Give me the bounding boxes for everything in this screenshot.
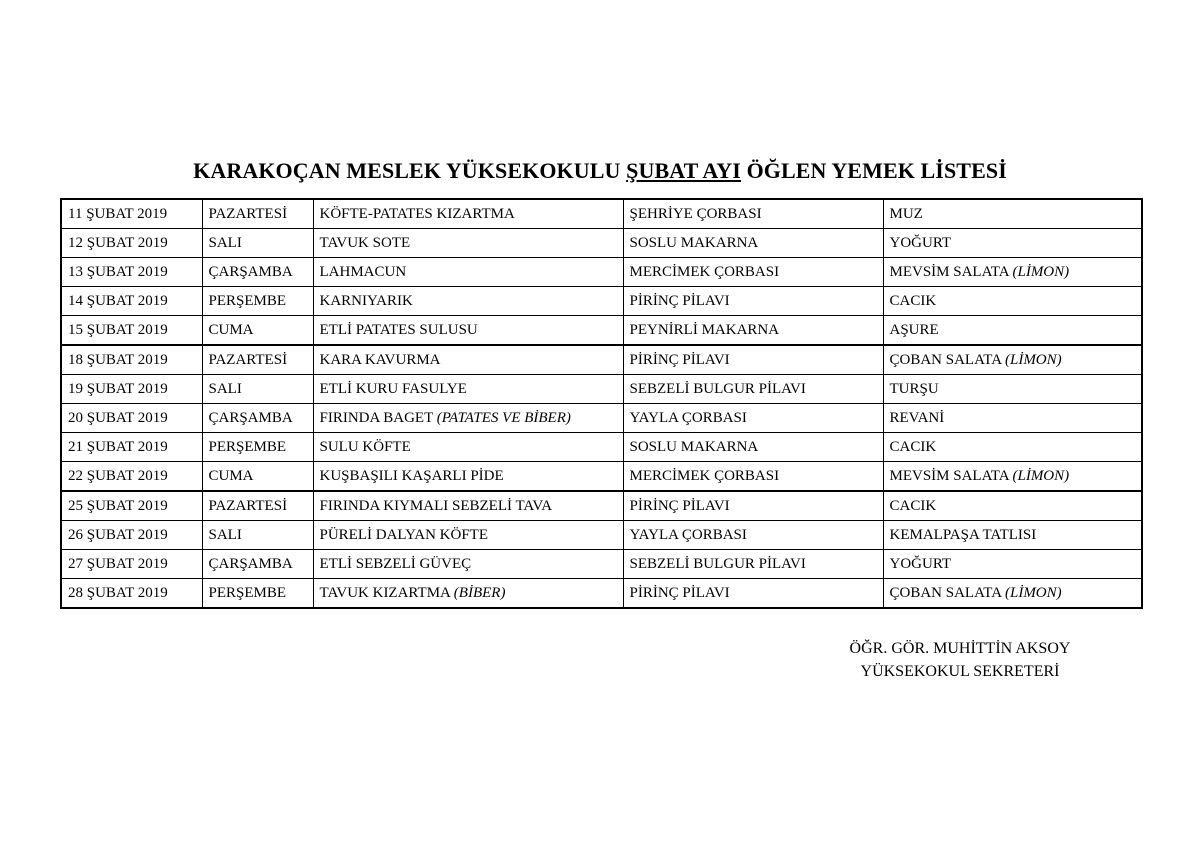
main-dish-cell xyxy=(313,462,623,492)
date-cell xyxy=(61,491,202,521)
side-dish-cell xyxy=(623,550,883,579)
day-cell xyxy=(202,199,313,229)
main-dish-cell xyxy=(313,199,623,229)
day-cell xyxy=(202,229,313,258)
main-dish-cell-text: FIRINDA BAGET xyxy=(319,410,433,426)
day-cell xyxy=(202,287,313,316)
day-cell-text: PERŞEMBE xyxy=(208,585,287,601)
title-school: KARAKOÇAN MESLEK YÜKSEKOKULU xyxy=(193,158,621,183)
table-row xyxy=(61,462,1142,492)
table-row xyxy=(61,433,1142,462)
table-row xyxy=(61,375,1142,404)
main-dish-cell xyxy=(313,579,623,609)
extra-cell xyxy=(883,316,1142,346)
main-dish-cell-text: KUŞBAŞILI KAŞARLI PİDE xyxy=(319,468,504,484)
side-dish-cell-text: PİRİNÇ PİLAVI xyxy=(629,352,730,368)
date-cell-text: 15 ŞUBAT 2019 xyxy=(68,322,168,338)
extra-cell-text: CACIK xyxy=(889,498,937,514)
menu-table xyxy=(60,198,1143,609)
day-cell-text: PAZARTESİ xyxy=(208,498,288,514)
extra-cell-note: (LİMON) xyxy=(1004,585,1062,601)
extra-cell xyxy=(883,287,1142,316)
day-cell xyxy=(202,375,313,404)
day-cell-text: PAZARTESİ xyxy=(208,206,288,222)
side-dish-cell-text: SOSLU MAKARNA xyxy=(629,439,759,455)
side-dish-cell-text: MERCİMEK ÇORBASI xyxy=(629,264,780,280)
day-cell-text: SALI xyxy=(208,235,242,251)
date-cell xyxy=(61,258,202,287)
date-cell-text: 22 ŞUBAT 2019 xyxy=(68,468,168,484)
table-row xyxy=(61,579,1142,609)
main-dish-cell xyxy=(313,229,623,258)
date-cell xyxy=(61,579,202,609)
day-cell-text: SALI xyxy=(208,381,242,397)
main-dish-cell xyxy=(313,433,623,462)
extra-cell xyxy=(883,433,1142,462)
day-cell-text: PERŞEMBE xyxy=(208,439,287,455)
extra-cell-text: AŞURE xyxy=(889,322,939,338)
side-dish-cell-text: PİRİNÇ PİLAVI xyxy=(629,498,730,514)
date-cell xyxy=(61,199,202,229)
main-dish-cell-note: (BİBER) xyxy=(453,585,506,601)
main-dish-cell-text: KARNIYARIK xyxy=(319,293,413,309)
extra-cell xyxy=(883,550,1142,579)
main-dish-cell xyxy=(313,521,623,550)
side-dish-cell xyxy=(623,491,883,521)
extra-cell xyxy=(883,579,1142,609)
extra-cell xyxy=(883,462,1142,492)
table-row xyxy=(61,199,1142,229)
side-dish-cell-text: ŞEHRİYE ÇORBASI xyxy=(629,206,762,222)
extra-cell-text: CACIK xyxy=(889,439,937,455)
extra-cell xyxy=(883,345,1142,375)
day-cell-text: CUMA xyxy=(208,322,254,338)
main-dish-cell-text: LAHMACUN xyxy=(319,264,407,280)
date-cell-text: 25 ŞUBAT 2019 xyxy=(68,498,168,514)
day-cell-text: ÇARŞAMBA xyxy=(208,556,293,572)
extra-cell xyxy=(883,258,1142,287)
title-month: ŞUBAT AYI xyxy=(626,158,741,183)
main-dish-cell xyxy=(313,258,623,287)
side-dish-cell-text: SOSLU MAKARNA xyxy=(629,235,759,251)
side-dish-cell-text: MERCİMEK ÇORBASI xyxy=(629,468,780,484)
side-dish-cell xyxy=(623,521,883,550)
extra-cell xyxy=(883,229,1142,258)
side-dish-cell xyxy=(623,404,883,433)
extra-cell-text: ÇOBAN SALATA xyxy=(889,352,1002,368)
main-dish-cell xyxy=(313,345,623,375)
date-cell-text: 26 ŞUBAT 2019 xyxy=(68,527,168,543)
date-cell-text: 27 ŞUBAT 2019 xyxy=(68,556,168,572)
side-dish-cell xyxy=(623,316,883,346)
date-cell xyxy=(61,287,202,316)
day-cell xyxy=(202,491,313,521)
table-row xyxy=(61,491,1142,521)
day-cell xyxy=(202,345,313,375)
signature-name: ÖĞR. GÖR. MUHİTTİN AKSOY xyxy=(849,640,1071,657)
main-dish-cell xyxy=(313,550,623,579)
side-dish-cell-text: SEBZELİ BULGUR PİLAVI xyxy=(629,556,806,572)
table-row xyxy=(61,287,1142,316)
extra-cell-text: YOĞURT xyxy=(889,556,952,572)
side-dish-cell-text: YAYLA ÇORBASI xyxy=(629,410,747,426)
title-list: ÖĞLEN YEMEK LİSTESİ xyxy=(746,158,1007,183)
extra-cell xyxy=(883,199,1142,229)
date-cell xyxy=(61,550,202,579)
main-dish-cell xyxy=(313,316,623,346)
main-dish-cell-text: FIRINDA KIYMALI SEBZELİ TAVA xyxy=(319,498,553,514)
side-dish-cell xyxy=(623,433,883,462)
day-cell xyxy=(202,579,313,609)
side-dish-cell xyxy=(623,258,883,287)
extra-cell-text: TURŞU xyxy=(889,381,939,397)
signature-role: YÜKSEKOKUL SEKRETERİ xyxy=(860,663,1060,680)
day-cell-text: PAZARTESİ xyxy=(208,352,288,368)
main-dish-cell-text: KARA KAVURMA xyxy=(319,352,441,368)
main-dish-cell-note: (PATATES VE BİBER) xyxy=(436,410,571,426)
extra-cell-text: YOĞURT xyxy=(889,235,952,251)
date-cell-text: 11 ŞUBAT 2019 xyxy=(68,206,168,222)
table-row xyxy=(61,521,1142,550)
main-dish-cell-text: PÜRELİ DALYAN KÖFTE xyxy=(319,527,488,543)
extra-cell xyxy=(883,404,1142,433)
side-dish-cell xyxy=(623,579,883,609)
extra-cell-text: MUZ xyxy=(889,206,923,222)
date-cell xyxy=(61,375,202,404)
extra-cell-text: REVANİ xyxy=(889,410,945,426)
side-dish-cell xyxy=(623,229,883,258)
main-dish-cell xyxy=(313,287,623,316)
extra-cell-text: MEVSİM SALATA xyxy=(889,468,1009,484)
main-dish-cell-text: ETLİ KURU FASULYE xyxy=(319,381,467,397)
date-cell xyxy=(61,462,202,492)
main-dish-cell xyxy=(313,491,623,521)
main-dish-cell-text: KÖFTE-PATATES KIZARTMA xyxy=(319,206,515,222)
day-cell-text: PERŞEMBE xyxy=(208,293,287,309)
day-cell xyxy=(202,521,313,550)
extra-cell-note: (LİMON) xyxy=(1004,352,1062,368)
main-dish-cell-text: TAVUK SOTE xyxy=(319,235,411,251)
date-cell xyxy=(61,316,202,346)
table-row xyxy=(61,345,1142,375)
extra-cell-text: ÇOBAN SALATA xyxy=(889,585,1002,601)
main-dish-cell-text: SULU KÖFTE xyxy=(319,439,411,455)
day-cell-text: CUMA xyxy=(208,468,254,484)
extra-cell xyxy=(883,375,1142,404)
day-cell xyxy=(202,462,313,492)
main-dish-cell-text: TAVUK KIZARTMA xyxy=(319,585,451,601)
day-cell xyxy=(202,258,313,287)
day-cell xyxy=(202,433,313,462)
extra-cell xyxy=(883,521,1142,550)
menu-table-body xyxy=(61,199,1142,608)
side-dish-cell-text: YAYLA ÇORBASI xyxy=(629,527,747,543)
main-dish-cell-text: ETLİ PATATES SULUSU xyxy=(319,322,478,338)
day-cell xyxy=(202,316,313,346)
side-dish-cell-text: PİRİNÇ PİLAVI xyxy=(629,293,730,309)
day-cell-text: ÇARŞAMBA xyxy=(208,410,293,426)
side-dish-cell xyxy=(623,345,883,375)
day-cell xyxy=(202,550,313,579)
date-cell xyxy=(61,433,202,462)
date-cell-text: 19 ŞUBAT 2019 xyxy=(68,381,168,397)
main-dish-cell xyxy=(313,404,623,433)
date-cell xyxy=(61,229,202,258)
date-cell xyxy=(61,404,202,433)
table-row xyxy=(61,316,1142,346)
side-dish-cell-text: SEBZELİ BULGUR PİLAVI xyxy=(629,381,806,397)
side-dish-cell-text: PİRİNÇ PİLAVI xyxy=(629,585,730,601)
date-cell-text: 13 ŞUBAT 2019 xyxy=(68,264,168,280)
side-dish-cell xyxy=(623,462,883,492)
date-cell-text: 20 ŞUBAT 2019 xyxy=(68,410,168,426)
table-row xyxy=(61,550,1142,579)
date-cell xyxy=(61,521,202,550)
day-cell-text: SALI xyxy=(208,527,242,543)
date-cell-text: 12 ŞUBAT 2019 xyxy=(68,235,168,251)
day-cell-text: ÇARŞAMBA xyxy=(208,264,293,280)
extra-cell-text: MEVSİM SALATA xyxy=(889,264,1009,280)
table-row xyxy=(61,229,1142,258)
extra-cell-note: (LİMON) xyxy=(1012,264,1070,280)
date-cell-text: 28 ŞUBAT 2019 xyxy=(68,585,168,601)
side-dish-cell xyxy=(623,375,883,404)
main-dish-cell-text: ETLİ SEBZELİ GÜVEÇ xyxy=(319,556,472,572)
date-cell xyxy=(61,345,202,375)
date-cell-text: 21 ŞUBAT 2019 xyxy=(68,439,168,455)
extra-cell xyxy=(883,491,1142,521)
main-dish-cell xyxy=(313,375,623,404)
table-row xyxy=(61,404,1142,433)
side-dish-cell-text: PEYNİRLİ MAKARNA xyxy=(629,322,780,338)
side-dish-cell xyxy=(623,199,883,229)
date-cell-text: 18 ŞUBAT 2019 xyxy=(68,352,168,368)
extra-cell-note: (LİMON) xyxy=(1012,468,1070,484)
day-cell xyxy=(202,404,313,433)
table-row xyxy=(61,258,1142,287)
extra-cell-text: KEMALPAŞA TATLISI xyxy=(889,527,1037,543)
date-cell-text: 14 ŞUBAT 2019 xyxy=(68,293,168,309)
side-dish-cell xyxy=(623,287,883,316)
page-title xyxy=(0,156,1200,186)
extra-cell-text: CACIK xyxy=(889,293,937,309)
